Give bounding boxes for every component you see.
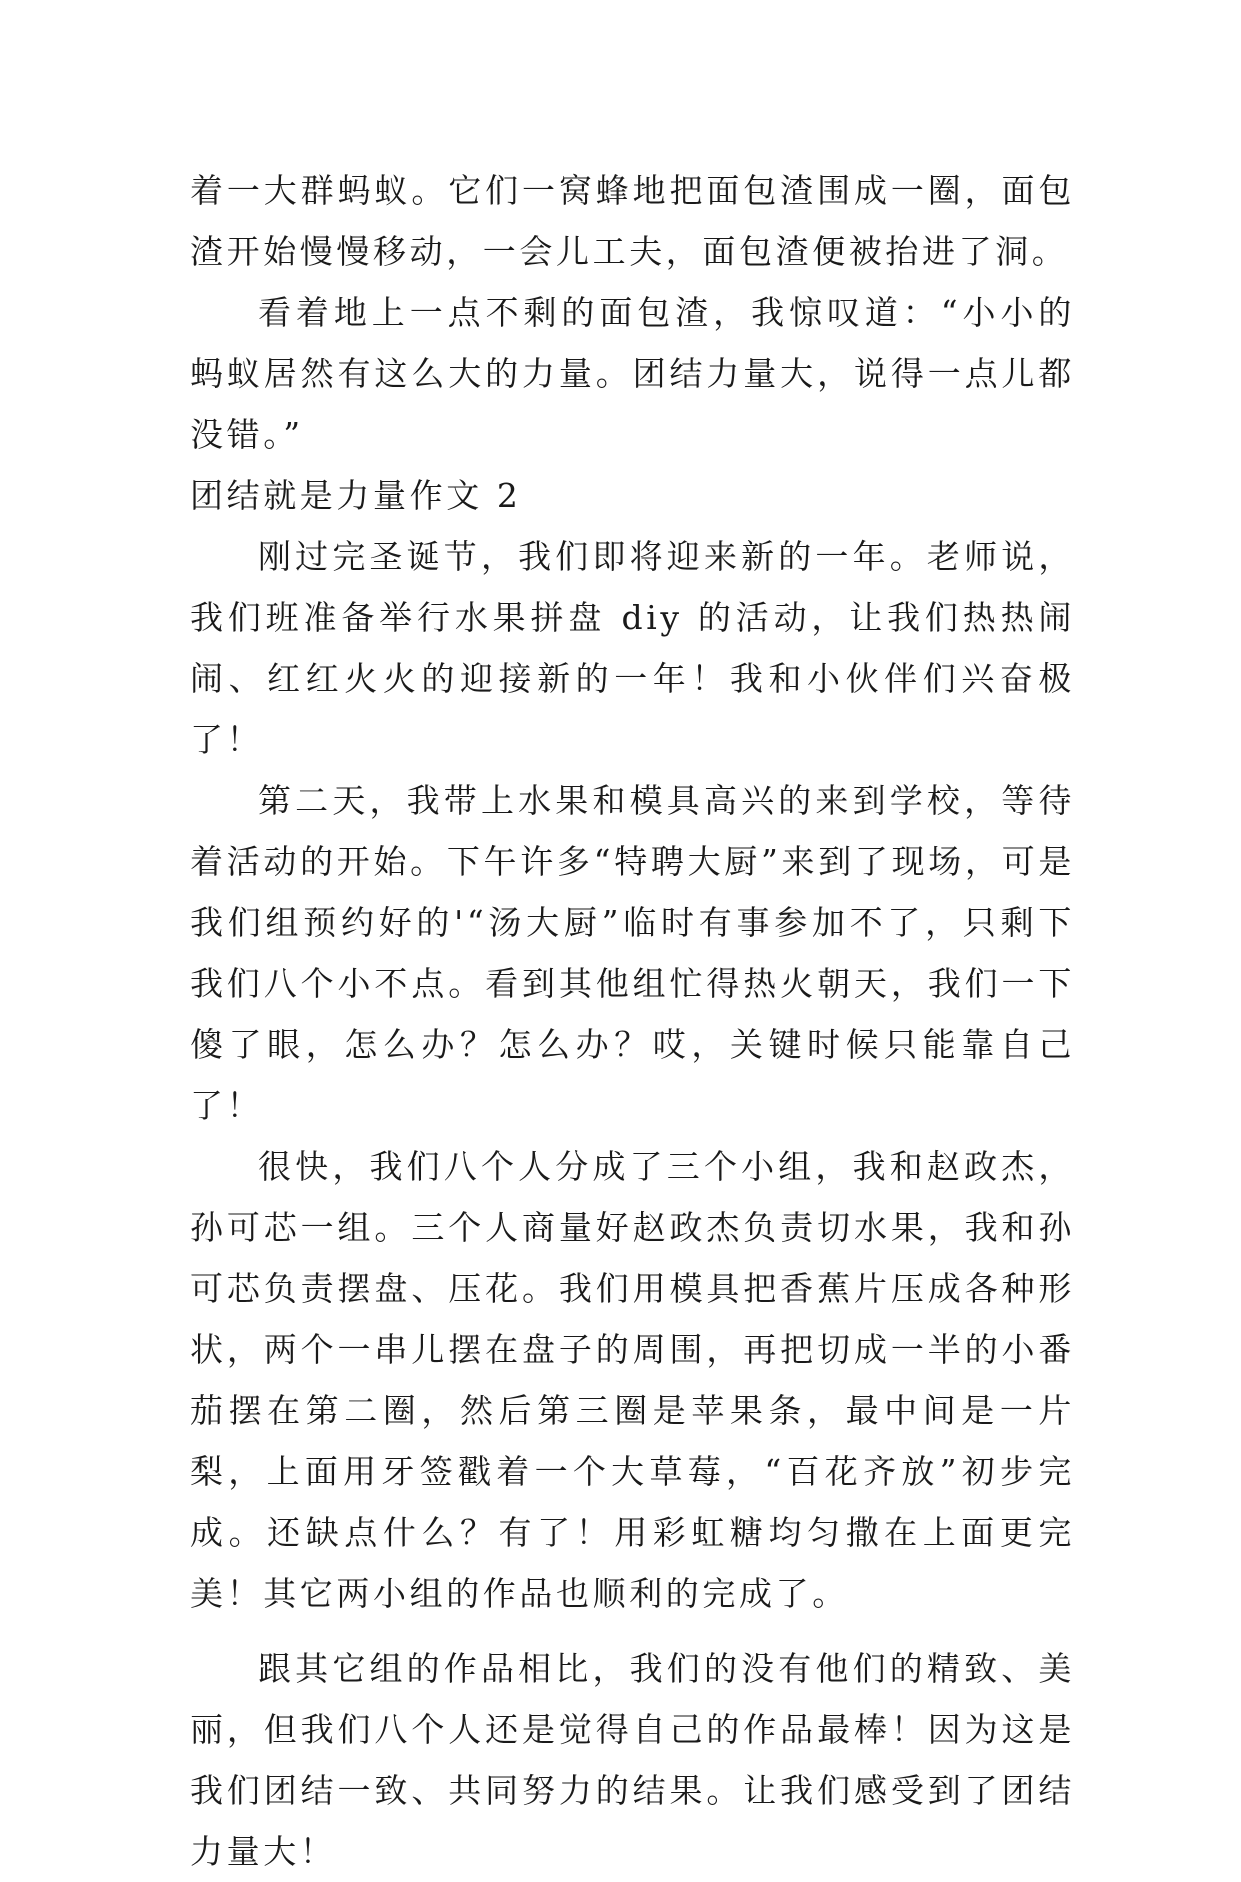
paragraph-intro: 刚过完圣诞节，我们即将迎来新的一年。老师说，我们班准备举行水果拼盘 diy 的活动，让我们热热闹闹、红红火火的迎接新的一年！我和小伙伴们兴奋极了！ [190,537,1075,759]
paragraph-second-day: 第二天，我带上水果和模具高兴的来到学校，等待着活动的开始。下午许多“特聘大厨”来到了现场，可是我们组预约好的'“汤大厨”临时有事参加不了，只剩下我们八个小不点。看到其他组忙得热火朝天，我们一下傻了眼，怎么办？怎么办？哎，关键时候只能靠自己了！ [190,781,1075,1125]
paragraph-continued: 着一大群蚂蚁。它们一窝蜂地把面包渣围成一圈，面包渣开始慢慢移动，一会儿工夫，面包渣便被抬进了洞。 [190,171,1075,271]
essay-title-2: 团结就是力量作文 2 [190,476,522,515]
paragraph-conclusion: 跟其它组的作品相比，我们的没有他们的精致、美丽，但我们八个人还是觉得自己的作品最棒！因为这是我们团结一致、共同努力的结果。让我们感受到了团结力量大！ [190,1649,1075,1871]
paragraph-group-work: 很快，我们八个人分成了三个小组，我和赵政杰，孙可芯一组。三个人商量好赵政杰负责切水果，我和孙可芯负责摆盘、压花。我们用模具把香蕉片压成各种形状，两个一串儿摆在盘子的周围，再把切成一半的小番茄摆在第二圈，然后第三圈是苹果条，最中间是一片梨，上面用牙签戳着一个大草莓，“百花齐放”初步完成。还缺点什么？有了！用彩虹糖均匀撒在上面更完美！其它两小组的作品也顺利的完成了。 [190,1147,1075,1613]
document-body [190,160,1075,1882]
paragraph-ant-conclusion: 看着地上一点不剩的面包渣，我惊叹道：“小小的蚂蚁居然有这么大的力量。团结力量大，说得一点儿都没错。” [190,293,1075,454]
paragraph-gap [190,1624,1075,1638]
